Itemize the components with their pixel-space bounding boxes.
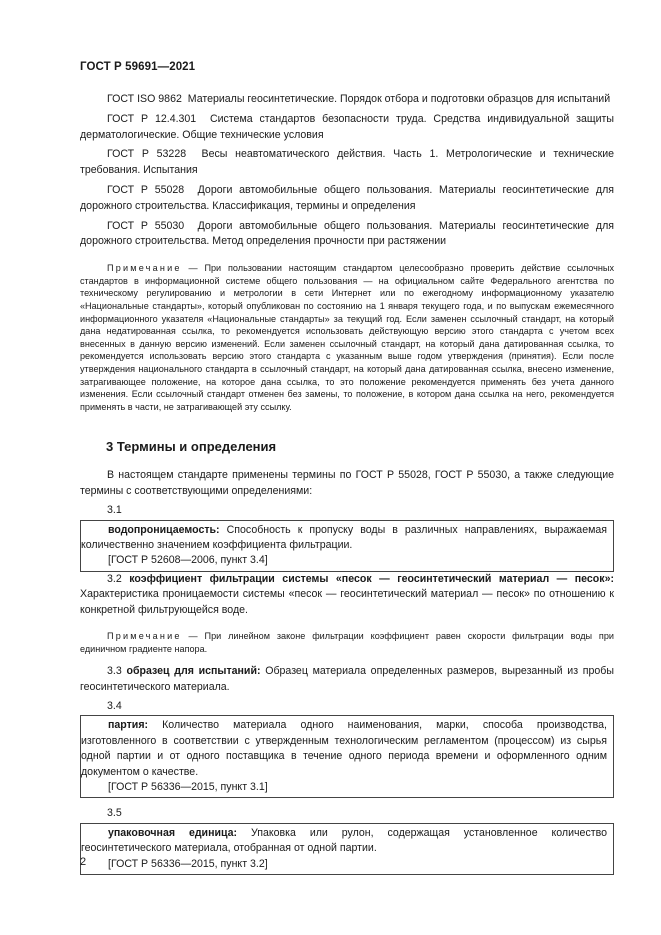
document-header: ГОСТ Р 59691—2021 — [80, 61, 196, 73]
note-text: — При линейном законе фильтрации коэффициент равен скорости фильтрации воды при единичном градиенте напора. — [80, 630, 614, 654]
reference-item: ГОСТ Р 55030 Дороги автомобильные общего пользования. Материалы геосинтетические для дорожного строительства. Метод определения прочности при растяжении — [80, 219, 614, 248]
term-number: 3.2 — [107, 572, 122, 585]
section-intro: В настоящем стандарте применены термины по ГОСТ Р 55028, ГОСТ Р 55030, а также следующие термины с соответствующими определениями: — [80, 469, 614, 497]
term-number: 3.3 — [107, 665, 122, 678]
reference-item: ГОСТ Р 55028 Дороги автомобильные общего пользования. Материалы геосинтетические для дорожного строительства. Классификация, термины и определения — [80, 183, 614, 212]
term-definition: Способность к пропуску воды в различных направлениях, выражаемая количественно значением коэффициента фильтрации. — [81, 523, 607, 551]
references-list — [80, 92, 614, 250]
note-label: Примечание — [107, 630, 182, 641]
term-definition-box — [80, 823, 614, 875]
reference-item: ГОСТ Р 53228 Весы неавтоматического действия. Часть 1. Метрологические и технические требования. Испытания — [80, 148, 615, 177]
term-definition: Упаковка или рулон, содержащая установленное количество геосинтетического материала, отобранная от одной партии. — [81, 826, 607, 855]
term-source: [ГОСТ Р 56336—2015, пункт 3.1] — [108, 781, 268, 794]
term-definition-box — [80, 520, 614, 572]
term-name: образец для испытаний: — [126, 665, 261, 678]
term-source: [ГОСТ Р 56336—2015, пункт 3.2] — [108, 857, 268, 870]
term-name: упаковочная единица: — [108, 826, 238, 839]
page-content — [80, 92, 614, 875]
term-number: 3.5 — [107, 807, 122, 820]
term-definition: Образец материала определенных размеров, вырезанный из пробы геосинтетического материала. — [80, 665, 614, 693]
section-title: 3 Термины и определения — [106, 439, 277, 455]
term-note — [80, 630, 614, 655]
term-definition: Характеристика проницаемости системы «песок — геосинтетический материал — песок» по отношению к конкретной фильтрующейся воде. — [80, 588, 614, 616]
term-definition-box — [80, 715, 614, 798]
note-label: Примечание — [107, 263, 182, 274]
term-source: [ГОСТ Р 52608—2006, пункт 3.4] — [108, 554, 268, 567]
term-name: водопроницаемость: — [108, 523, 220, 536]
note-text: — При пользовании настоящим стандартом целесообразно проверить действие ссылочных стандартов в информационной системе общего пользования — на официальном сайте Федерального агентства по техническому регулированию и метрологии в сети Интернет или по ежегодному информационному указателю «Национальные стандарты», который опубликован по состоянию на 1 января текущего года, и по выпускам ежемесячного информационного указателя «Национальные стандарты» за текущий год. Если заменен ссылочный стандарт, на который дана недатированная ссылка, то рекомендуется использовать действующую версию этого стандарта с учетом всех внесенных в данную версию изменений. Если заменен ссылочный стандарт, на который дана датированная ссылка, то рекомендуется использовать версию этого стандарта с указанным выше годом утверждения (принятия). Если после утверждения национального стандарта в ссылочный стандарт, на который дана датированная ссылка, внесено изменение, затрагивающее положение, на которое дана ссылка, то это положение рекомендуется применять без учета данного изменения. Если ссылочный стандарт отменен без замены, то положение, в котором дана ссылка на него, рекомендуется применять в части, не затрагивающей эту ссылку. — [80, 263, 614, 412]
references-note — [80, 262, 614, 413]
term-definition: Количество материала одного наименования, марки, способа производства, изготовленного в соответствии с утвержденным технологическим регламентом (процессом) из сырья одной партии и от одного поставщика в течение одного периода времени и оформленного одним документом о качестве. — [81, 719, 607, 778]
term-number: 3.4 — [107, 700, 122, 713]
term-entry — [80, 664, 614, 695]
term-name: партия: — [108, 719, 149, 732]
term-name: коэффициент фильтрации системы «песок — геосинтетический материал — песок»: — [129, 572, 614, 585]
term-number: 3.1 — [107, 504, 122, 517]
term-entry — [80, 572, 614, 618]
page-number: 2 — [80, 856, 87, 868]
reference-item: ГОСТ Р 12.4.301 Система стандартов безопасности труда. Средства индивидуальной защиты дерматологические. Общие технические условия — [80, 112, 614, 141]
reference-item: ГОСТ ISO 9862 Материалы геосинтетические. Порядок отбора и подготовки образцов для испытаний — [107, 93, 611, 105]
